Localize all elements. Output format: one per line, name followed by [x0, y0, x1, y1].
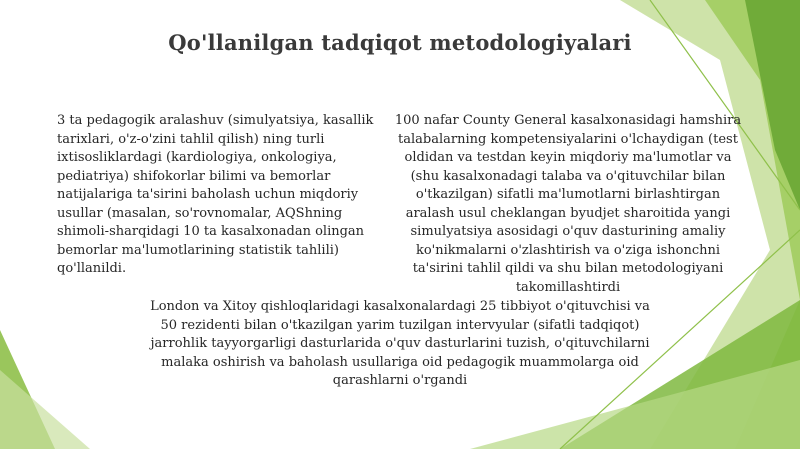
right-text-block: 100 nafar County General kasalxonasidagi hamshira talabalarning kompetensiyalarini o'lchaydigan (test oldidan va testdan keyin miqdoriy ma'lumotlar va (shu kasalxonadagi talaba va o'qituvchilar bilan o'tkazilgan) sifatli ma'lumotlarni birlashtirgan aralash usul cheklangan byudjet sharoitida yangi simulyatsiya asosidagi o'quv dasturining amaliy ko'nikmalarni o'zlashtirish va o'ziga ishonchni ta'sirini tahlil qildi va shu bilan metodologiyani takomillashtirdi — [394, 113, 742, 295]
bottom-text-block: London va Xitoy qishloqlaridagi kasalxonalardagi 25 tibbiyot o'qituvchisi va 50 rezidenti bilan o'tkazilgan yarim tuzilgan intervyular (sifatli tadqiqot) jarrohlik tayyorgarligi dasturlarida o'quv dasturlarini tuzish, o'qituvchilarni malaka oshirish va baholash usullariga oid pedagogik muammolarga oid qarashlarni o'rgandi — [150, 299, 650, 388]
green-corner-bottom-left-light — [0, 370, 90, 449]
left-text-block: 3 ta pedagogik aralashuv (simulyatsiya, kasallik tarixlari, o'z-o'zini tahlil qilish) ning turli ixtisosliklardagi (kardiologiya, onkologiya, pediatriya) shifokorlar bilimi va bemorlar natijalariga ta'sirini baholash uchun miqdoriy usullar (masalan, so'rovnomalar, AQShning shimoli-sharqidagi 10 ta kasalxonadan olingan bemorlar ma'lumotlarining statistik tahlili) qo'llanildi. — [57, 113, 374, 276]
slide-title: Qo'llanilgan tadqiqot metodologiyalari — [168, 30, 632, 55]
